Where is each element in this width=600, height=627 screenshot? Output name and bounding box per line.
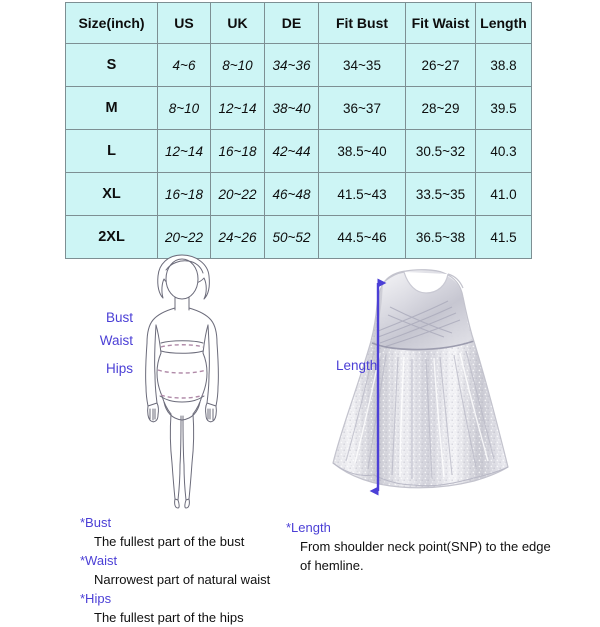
cell-fit-bust: 38.5~40 — [319, 130, 406, 173]
cell-fit-bust: 41.5~43 — [319, 173, 406, 216]
cell-fit-bust: 34~35 — [319, 44, 406, 87]
table-row — [66, 87, 532, 130]
cell-uk: 20~22 — [211, 173, 265, 216]
cell-size: 2XL — [66, 216, 158, 259]
column-header-length: Length — [476, 3, 532, 44]
cell-fit-waist: 36.5~38 — [406, 216, 476, 259]
column-header-size: Size(inch) — [66, 3, 158, 44]
cell-us: 8~10 — [158, 87, 211, 130]
measurement-notes-right — [286, 518, 576, 575]
size-chart-table-container — [65, 2, 531, 259]
column-header-us: US — [158, 3, 211, 44]
waist-measure-line — [158, 370, 206, 373]
dress-label-length: Length — [336, 358, 378, 373]
column-header-uk: UK — [211, 3, 265, 44]
bust-measure-line — [161, 345, 203, 347]
body-label-bust: Bust — [105, 310, 133, 325]
cell-size: S — [66, 44, 158, 87]
cell-size: XL — [66, 173, 158, 216]
cell-size: M — [66, 87, 158, 130]
table-row — [66, 173, 532, 216]
female-body-diagram-icon — [128, 253, 236, 511]
cell-us: 20~22 — [158, 216, 211, 259]
cell-length: 40.3 — [476, 130, 532, 173]
cell-fit-bust: 44.5~46 — [319, 216, 406, 259]
cell-us: 4~6 — [158, 44, 211, 87]
note-desc-hips: The fullest part of the hips — [94, 610, 244, 625]
cell-uk: 16~18 — [211, 130, 265, 173]
size-chart-table — [65, 2, 532, 259]
table-row — [66, 44, 532, 87]
cell-uk: 12~14 — [211, 87, 265, 130]
cell-de: 38~40 — [265, 87, 319, 130]
note-term-length: *Length — [286, 520, 331, 535]
column-header-fit-waist: Fit Waist — [406, 3, 476, 44]
hips-measure-line — [161, 395, 203, 398]
measurement-illustrations — [0, 253, 600, 515]
table-row — [66, 130, 532, 173]
cell-length: 38.8 — [476, 44, 532, 87]
body-label-hips: Hips — [105, 361, 133, 376]
cell-fit-waist: 33.5~35 — [406, 173, 476, 216]
note-desc-waist: Narrowest part of natural waist — [94, 572, 271, 587]
note-desc-length-line1: From shoulder neck point(SNP) to the edge — [300, 539, 551, 554]
note-desc-length-line2: of hemline. — [300, 558, 364, 573]
measurement-notes-left — [80, 513, 310, 627]
body-label-waist: Waist — [99, 333, 133, 348]
cell-de: 46~48 — [265, 173, 319, 216]
note-term-hips: *Hips — [80, 591, 112, 606]
cell-de: 50~52 — [265, 216, 319, 259]
cell-length: 41.5 — [476, 216, 532, 259]
cell-fit-bust: 36~37 — [319, 87, 406, 130]
column-header-fit-bust: Fit Bust — [319, 3, 406, 44]
cell-fit-waist: 26~27 — [406, 44, 476, 87]
cell-length: 41.0 — [476, 173, 532, 216]
cell-us: 12~14 — [158, 130, 211, 173]
cell-uk: 24~26 — [211, 216, 265, 259]
table-header-row — [66, 3, 532, 44]
note-term-bust: *Bust — [80, 515, 112, 530]
column-header-de: DE — [265, 3, 319, 44]
cell-de: 42~44 — [265, 130, 319, 173]
cell-fit-waist: 28~29 — [406, 87, 476, 130]
cell-de: 34~36 — [265, 44, 319, 87]
note-desc-bust: The fullest part of the bust — [94, 534, 245, 549]
cell-us: 16~18 — [158, 173, 211, 216]
cell-fit-waist: 30.5~32 — [406, 130, 476, 173]
note-term-waist: *Waist — [80, 553, 118, 568]
cell-uk: 8~10 — [211, 44, 265, 87]
cell-size: L — [66, 130, 158, 173]
cell-length: 39.5 — [476, 87, 532, 130]
silver-sequin-dress-illustration — [328, 255, 518, 507]
